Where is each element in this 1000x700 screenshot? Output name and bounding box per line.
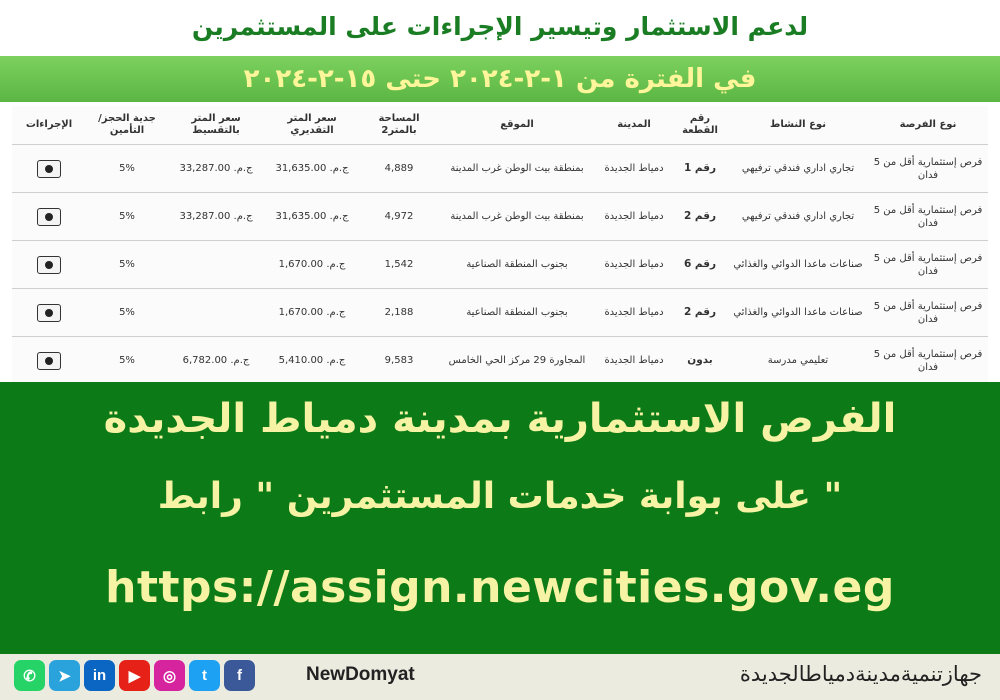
announcement-banner [0, 382, 1000, 654]
cell-deposit: 5% [86, 193, 168, 241]
cell-activity: تجاري اداري فندقي ترفيهي [728, 193, 868, 241]
cell-type: فرص إستثمارية أقل من 5 فدان [868, 337, 988, 385]
cell-actions [12, 193, 86, 241]
cell-area: 1,542 [360, 241, 438, 289]
cell-plot: رقم 2 [672, 193, 728, 241]
cell-actions [12, 337, 86, 385]
table-row [12, 241, 988, 289]
cell-location: المجاورة 29 مركز الحي الخامس [438, 337, 596, 385]
col-header-actions: الإجراءات [12, 106, 86, 145]
col-header-type: نوع الفرصة [868, 106, 988, 145]
cell-plot: رقم 2 [672, 289, 728, 337]
cell-activity: تجاري اداري فندقي ترفيهي [728, 145, 868, 193]
view-icon [45, 309, 53, 317]
cell-price-installment: ج.م. 33,287.00 [168, 145, 264, 193]
cell-actions [12, 241, 86, 289]
cell-price-installment: ج.م. 6,782.00 [168, 337, 264, 385]
col-header-deposit: جدية الحجز/ التأمين [86, 106, 168, 145]
cell-city: دمياط الجديدة [596, 337, 672, 385]
col-header-price-installment: سعر المتر بالتقسيط [168, 106, 264, 145]
cell-deposit: 5% [86, 289, 168, 337]
twitter-icon[interactable]: t [189, 660, 220, 691]
cell-price-installment [168, 241, 264, 289]
cell-price-installment: ج.م. 33,287.00 [168, 193, 264, 241]
cell-plot: رقم 6 [672, 241, 728, 289]
telegram-icon[interactable]: ➤ [49, 660, 80, 691]
cell-deposit: 5% [86, 337, 168, 385]
cell-price-estimated: ج.م. 31,635.00 [264, 193, 360, 241]
banner-subline: " على بوابة خدمات المستثمرين " رابط [157, 476, 843, 517]
cell-type: فرص إستثمارية أقل من 5 فدان [868, 193, 988, 241]
authority-name: جهازتنميةمدينةدمياطالجديدة [739, 662, 982, 686]
cell-location: بجنوب المنطقة الصناعية [438, 241, 596, 289]
table-row [12, 145, 988, 193]
cell-price-estimated: ج.م. 1,670.00 [264, 289, 360, 337]
col-header-area: المساحة بالمتر2 [360, 106, 438, 145]
col-header-city: المدينة [596, 106, 672, 145]
cell-city: دمياط الجديدة [596, 193, 672, 241]
cell-actions [12, 145, 86, 193]
view-icon [45, 261, 53, 269]
opportunities-table [12, 106, 988, 382]
col-header-price-estimated: سعر المتر التقديري [264, 106, 360, 145]
period-bar [0, 56, 1000, 102]
cell-price-estimated: ج.م. 31,635.00 [264, 145, 360, 193]
view-icon [45, 357, 53, 365]
col-header-plot: رقم القطعة [672, 106, 728, 145]
cell-type: فرص إستثمارية أقل من 5 فدان [868, 145, 988, 193]
cell-type: فرص إستثمارية أقل من 5 فدان [868, 241, 988, 289]
cell-price-estimated: ج.م. 5,410.00 [264, 337, 360, 385]
cell-area: 9,583 [360, 337, 438, 385]
view-details-button[interactable] [37, 256, 61, 274]
cell-type: فرص إستثمارية أقل من 5 فدان [868, 289, 988, 337]
cell-activity: صناعات ماعدا الدوائي والغذائي [728, 241, 868, 289]
cell-plot: رقم 1 [672, 145, 728, 193]
table-header-row [12, 106, 988, 145]
whatsapp-icon[interactable]: ✆ [14, 660, 45, 691]
linkedin-icon[interactable]: in [84, 660, 115, 691]
brand-name: NewDomyat [306, 664, 415, 685]
table-row [12, 193, 988, 241]
cell-city: دمياط الجديدة [596, 289, 672, 337]
cell-location: بجنوب المنطقة الصناعية [438, 289, 596, 337]
cell-location: بمنطقة بيت الوطن غرب المدينة [438, 145, 596, 193]
banner-url-link[interactable]: https://assign.newcities.gov.eg [105, 562, 895, 613]
view-details-button[interactable] [37, 160, 61, 178]
cell-actions [12, 289, 86, 337]
view-details-button[interactable] [37, 208, 61, 226]
cell-area: 4,972 [360, 193, 438, 241]
cell-location: بمنطقة بيت الوطن غرب المدينة [438, 193, 596, 241]
table-row [12, 337, 988, 385]
cell-city: دمياط الجديدة [596, 241, 672, 289]
cell-plot: بدون [672, 337, 728, 385]
cell-deposit: 5% [86, 145, 168, 193]
cell-price-estimated: ج.م. 1,670.00 [264, 241, 360, 289]
view-details-button[interactable] [37, 352, 61, 370]
period-text: في الفترة من ١-٢-٢٠٢٤ حتى ١٥-٢-٢٠٢٤ [243, 64, 757, 94]
cell-activity: صناعات ماعدا الدوائي والغذائي [728, 289, 868, 337]
cell-area: 4,889 [360, 145, 438, 193]
view-icon [45, 213, 53, 221]
col-header-activity: نوع النشاط [728, 106, 868, 145]
footer-bar [0, 654, 1000, 700]
instagram-icon[interactable]: ◎ [154, 660, 185, 691]
cell-city: دمياط الجديدة [596, 145, 672, 193]
cell-deposit: 5% [86, 241, 168, 289]
banner-headline: الفرص الاستثمارية بمدينة دمياط الجديدة [103, 396, 897, 442]
social-icons [14, 660, 255, 691]
header-bar [0, 0, 1000, 52]
view-icon [45, 165, 53, 173]
youtube-icon[interactable]: ▶ [119, 660, 150, 691]
view-details-button[interactable] [37, 304, 61, 322]
header-title: لدعم الاستثمار وتيسير الإجراءات على المستثمرين [191, 11, 809, 41]
cell-activity: تعليمي مدرسة [728, 337, 868, 385]
col-header-location: الموقع [438, 106, 596, 145]
cell-price-installment [168, 289, 264, 337]
table-row [12, 289, 988, 337]
facebook-icon[interactable]: f [224, 660, 255, 691]
cell-area: 2,188 [360, 289, 438, 337]
